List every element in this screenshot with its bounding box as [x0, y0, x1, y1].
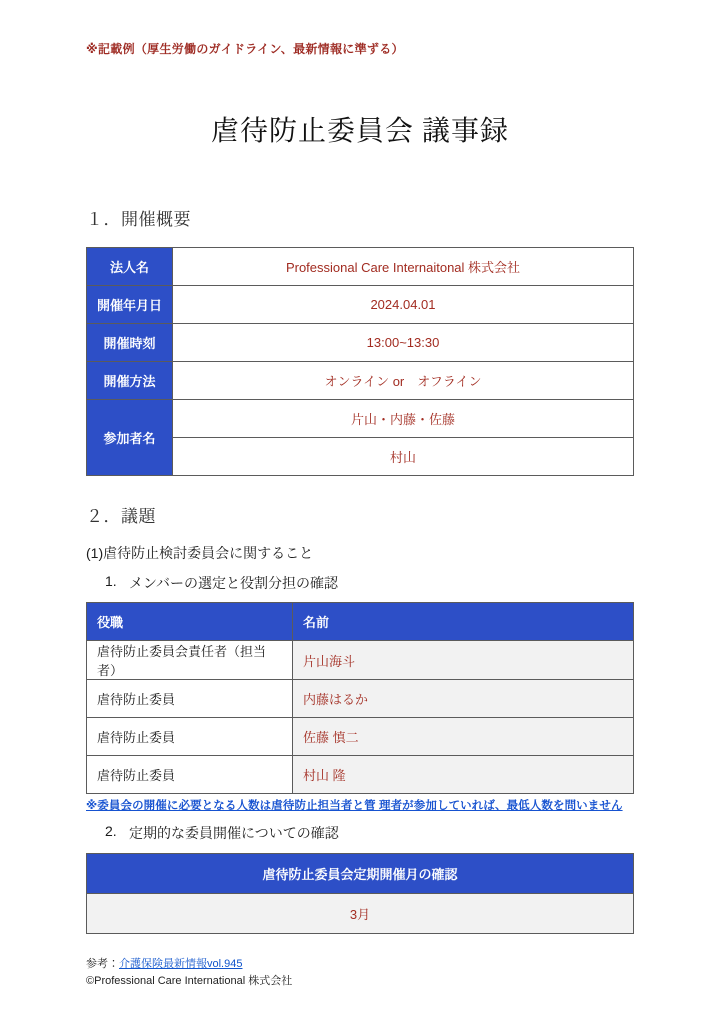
- table-row: [87, 718, 634, 756]
- table-row: [87, 362, 634, 400]
- agenda-item-1: [86, 573, 634, 593]
- member-role: 虐待防止委員: [87, 680, 293, 718]
- table-row: [87, 756, 634, 794]
- agenda-item-1-text: メンバーの選定と役割分担の確認: [129, 575, 339, 591]
- overview-label-corporate-name: 法人名: [87, 248, 173, 286]
- members-header-role: 役職: [87, 603, 293, 641]
- agenda-item-2-number: 2.: [105, 823, 117, 839]
- overview-value-time: 13:00~13:30: [173, 324, 634, 362]
- table-header-row: [87, 854, 634, 894]
- overview-label-time: 開催時刻: [87, 324, 173, 362]
- overview-label-participants: 参加者名: [87, 400, 173, 476]
- member-role: 虐待防止委員会責任者（担当者）: [87, 641, 293, 680]
- member-role: 虐待防止委員: [87, 756, 293, 794]
- overview-value-date: 2024.04.01: [173, 286, 634, 324]
- reference-link[interactable]: 介護保険最新情報vol.945: [119, 958, 243, 970]
- table-row: [87, 248, 634, 286]
- copyright-text: ©Professional Care International 株式会社: [86, 974, 293, 987]
- overview-value-corporate-name: Professional Care Internaitonal 株式会社: [173, 248, 634, 286]
- schedule-value: 3月: [87, 894, 634, 934]
- agenda-item-2: [86, 823, 634, 843]
- member-name: 佐藤 慎二: [293, 718, 634, 756]
- overview-value-method: オンライン or オフライン: [173, 362, 634, 400]
- table-row: [87, 641, 634, 680]
- member-role: 虐待防止委員: [87, 718, 293, 756]
- page-title: 虐待防止委員会 議事録: [210, 116, 509, 147]
- table-header-row: [87, 603, 634, 641]
- member-name: 片山海斗: [293, 641, 634, 680]
- members-table: [86, 602, 634, 794]
- agenda-item-1-number: 1.: [105, 573, 117, 589]
- reference-line: [86, 956, 634, 973]
- member-name: 村山 隆: [293, 756, 634, 794]
- table-row: [87, 680, 634, 718]
- section1-heading: １．開催概要: [86, 210, 191, 229]
- table-row: [87, 286, 634, 324]
- reference-prefix: 参考：: [86, 958, 119, 970]
- overview-value-participants-2: 村山: [173, 438, 634, 476]
- page-footer: [86, 956, 634, 989]
- overview-label-method: 開催方法: [87, 362, 173, 400]
- schedule-table: [86, 853, 634, 934]
- top-annotation-note: ※記載例（厚生労働のガイドライン、最新情報に準ずる）: [86, 42, 404, 56]
- section2-heading: ２．議題: [86, 507, 156, 526]
- table-row: [87, 894, 634, 934]
- member-name: 内藤はるか: [293, 680, 634, 718]
- table-row: [87, 400, 634, 438]
- overview-table: [86, 247, 634, 476]
- table-row: [87, 324, 634, 362]
- schedule-header: 虐待防止委員会定期開催月の確認: [87, 854, 634, 894]
- agenda-item-2-text: 定期的な委員開催についての確認: [129, 825, 339, 841]
- overview-label-date: 開催年月日: [87, 286, 173, 324]
- members-header-name: 名前: [293, 603, 634, 641]
- minimum-attendance-note-link[interactable]: ※委員会の開催に必要となる人数は虐待防止担当者と管 理者が参加していれば、最低人数を問いません: [86, 800, 623, 812]
- topic1-heading: (1)虐待防止検討委員会に関すること: [86, 545, 314, 561]
- overview-value-participants-1: 片山・内藤・佐藤: [173, 400, 634, 438]
